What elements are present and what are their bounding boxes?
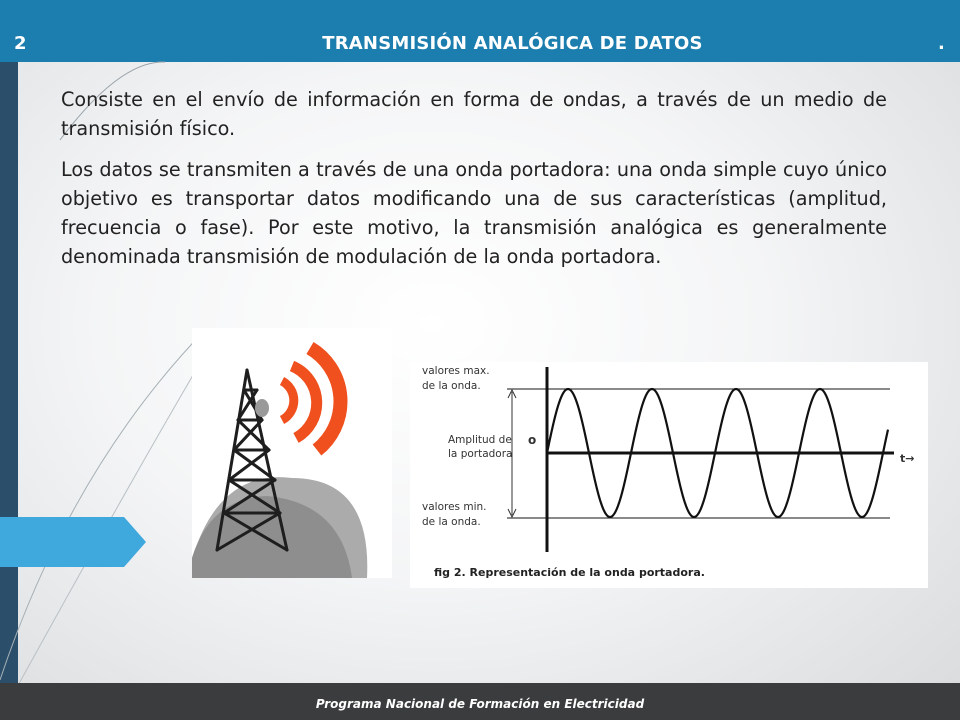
label-time: t→ — [900, 452, 915, 465]
paragraph-intro: Consiste en el envío de información en forma de ondas, a través de un medio de transmisión físico. — [61, 88, 887, 140]
label-amp-line2: la portadora — [448, 448, 513, 460]
footer-text: Programa Nacional de Formación en Electricidad — [315, 697, 645, 711]
radio-tower-image — [192, 328, 392, 578]
carrier-wave-diagram — [410, 362, 928, 588]
label-min-line1: valores min. — [422, 501, 487, 513]
label-amp-line1: Amplitud de — [448, 434, 512, 446]
label-max-line1: valores max. — [422, 365, 490, 377]
figure-caption: fig 2. Representación de la onda portadora. — [434, 566, 705, 579]
carrier-wave-figure — [410, 362, 928, 588]
accent-arrow-tab — [0, 517, 146, 567]
label-min-line2: de la onda. — [422, 516, 481, 528]
slide-title: TRANSMISIÓN ANALÓGICA DE DATOS — [322, 33, 703, 54]
title-suffix: . — [938, 33, 945, 54]
label-max-line2: de la onda. — [422, 380, 481, 392]
label-origin: o — [528, 433, 537, 447]
radio-tower-icon — [192, 328, 392, 578]
slide-number: 2 — [14, 33, 27, 54]
paragraph-carrier: Los datos se transmiten a través de una onda portadora: una onda simple cuyo único objetivo es transportar datos modificando una de sus características (amplitud, frecuencia o fase). Por este motivo, la transmisión analógica es generalmente denominada transmisión de modulación de la onda portadora. — [61, 158, 887, 268]
